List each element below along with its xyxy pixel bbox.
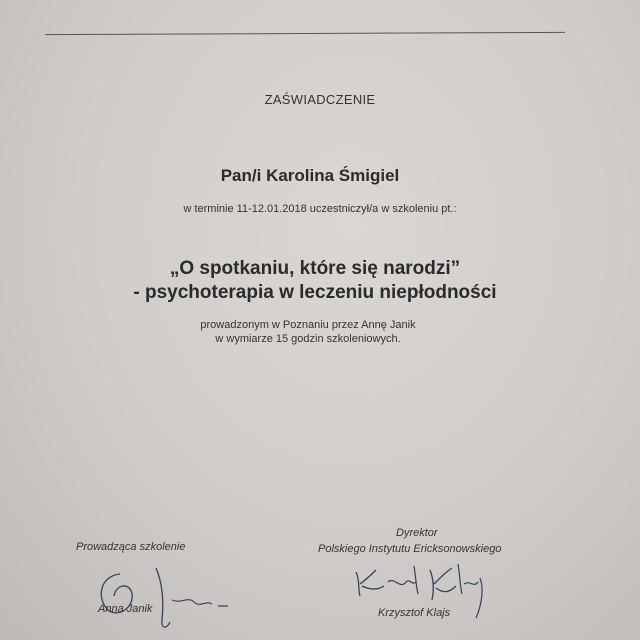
- right-signatory-name: Krzysztof Klajs: [378, 607, 451, 619]
- course-title-line-2: - psychoterapia w leczeniu niepłodności: [133, 282, 497, 303]
- left-signature: [92, 560, 242, 635]
- right-signature: [348, 560, 498, 635]
- left-signatory-role: Prowadząca szkolenie: [76, 541, 186, 553]
- course-title-line-1: „O spotkaniu, które się narodzi”: [169, 258, 461, 279]
- right-signatory-title-1: Dyrektor: [396, 527, 438, 539]
- top-rule: [45, 32, 565, 35]
- right-signatory-title-2: Polskiego Instytutu Ericksonowskiego: [318, 543, 502, 555]
- left-signatory-name: Anna Janik: [98, 603, 153, 615]
- recipient-name: Pan/i Karolina Śmigiel: [220, 166, 400, 185]
- training-period: w terminie 11-12.01.2018 uczestniczył/a w szkoleniu pt.:: [183, 203, 457, 215]
- led-by-line: prowadzonym w Poznaniu przez Annę Janik: [200, 319, 416, 331]
- certificate-heading: ZAŚWIADCZENIE: [264, 92, 376, 107]
- hours-line: w wymiarze 15 godzin szkoleniowych.: [215, 333, 401, 345]
